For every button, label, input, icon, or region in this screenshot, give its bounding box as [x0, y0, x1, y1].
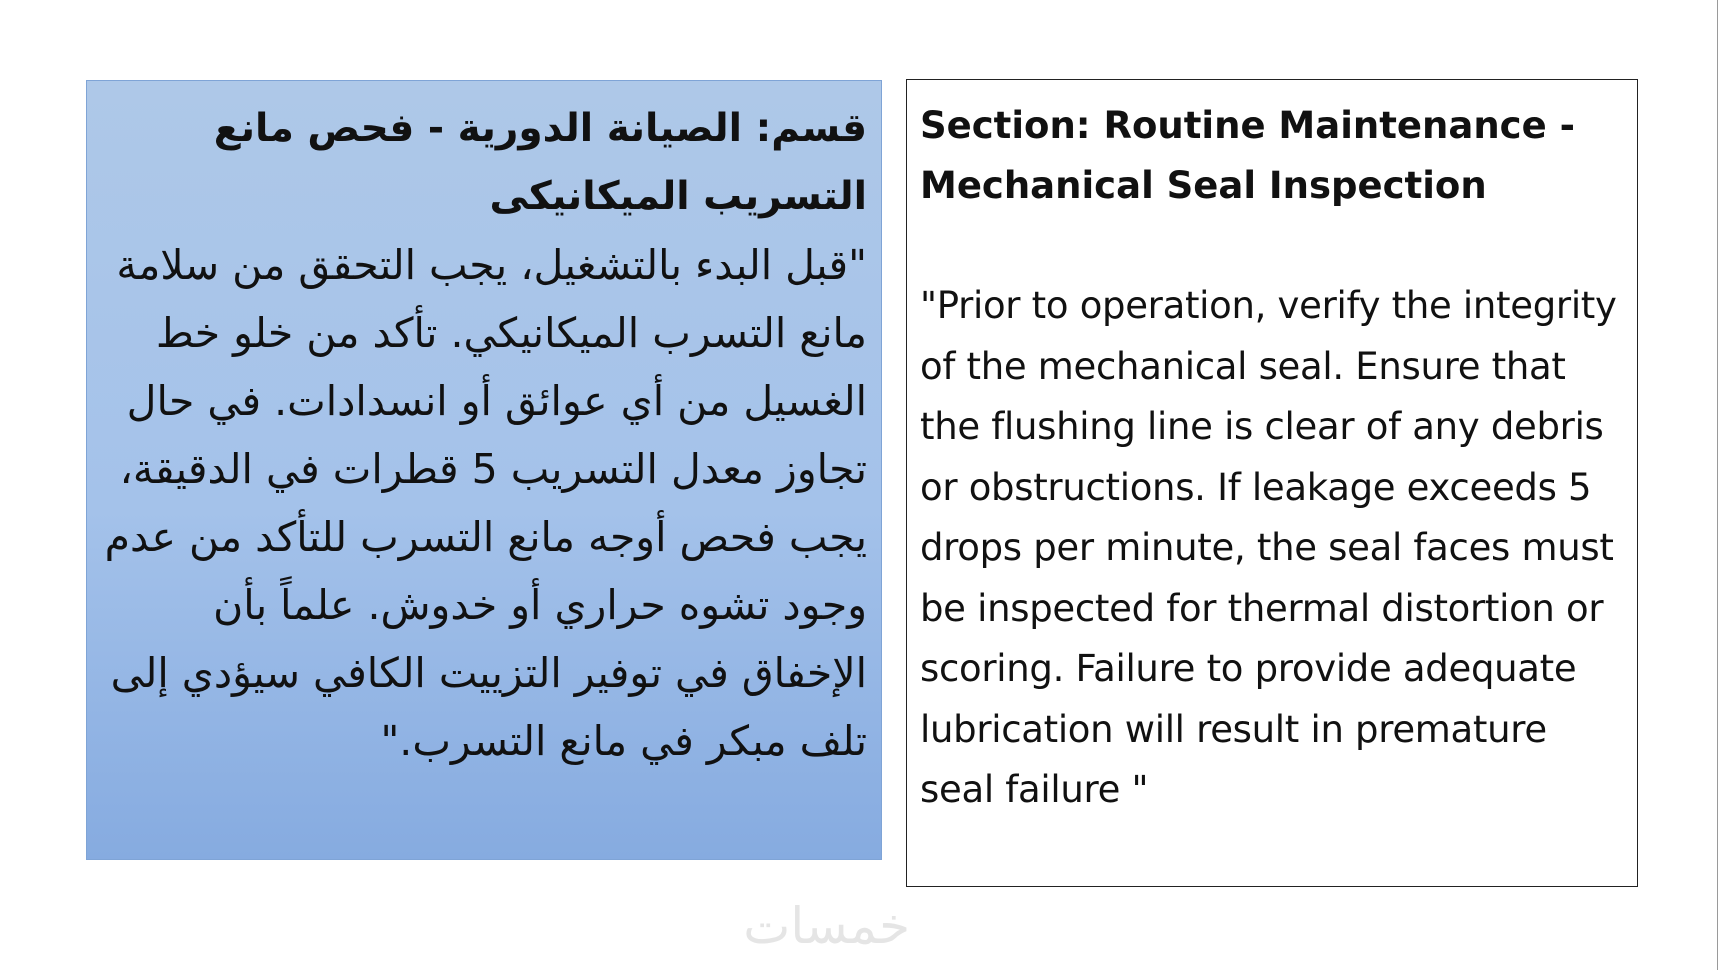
english-section-title: Section: Routine Maintenance - Mechanical Seal Inspection	[920, 104, 1575, 207]
khamsat-watermark-logo: خمسات	[743, 897, 910, 955]
arabic-text-panel	[86, 80, 882, 860]
arabic-section-title: قسم: الصيانة الدورية - فحص مانع التسريب الميكانيكى	[213, 106, 867, 219]
arabic-section-body: "قبل البدء بالتشغيل، يجب التحقق من سلامة مانع التسرب الميكانيكي. تأكد من خلو خط الغسيل من أي عوائق أو انسدادات. في حال تجاوز معدل التسريب 5 قطرات في الدقيقة، يجب فحص أوجه مانع التسرب للتأكد من عدم وجود تشوه حراري أو خدوش. علماً بأن الإخفاق في توفير التزييت الكافي سيؤدي إلى تلف مبكر في مانع التسرب."	[104, 241, 867, 765]
vertical-scrollbar[interactable]	[1717, 0, 1731, 970]
english-section-body: "Prior to operation, verify the integrity of the mechanical seal. Ensure that the flushing line is clear of any debris or obstructions. If leakage exceeds 5 drops per minute, the seal faces must be inspected for thermal distortion or scoring. Failure to provide adequate lubrication will result in premature seal failure "	[920, 284, 1617, 811]
english-text-panel	[906, 79, 1638, 887]
